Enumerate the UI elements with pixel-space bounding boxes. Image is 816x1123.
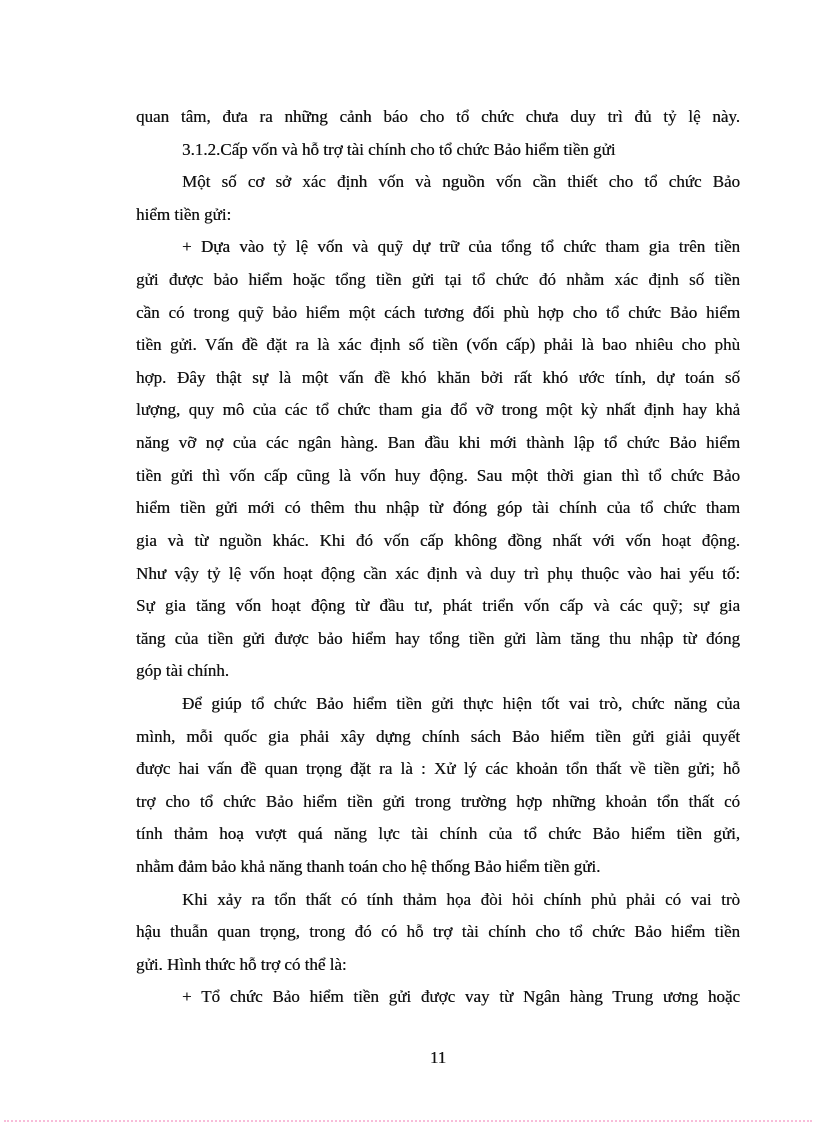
text-line: hậu thuẫn quan trọng, trong đó có hỗ trợ tài chính cho tổ chức Bảo hiểm tiền xyxy=(136,922,740,942)
text-line: Để giúp tổ chức Bảo hiểm tiền gửi thực hiện tốt vai trò, chức năng của xyxy=(182,693,740,713)
text-line: mình, mỗi quốc gia phải xây dựng chính sách Bảo hiểm tiền gửi giải quyết xyxy=(136,726,740,746)
text-line: 3.1.2.Cấp vốn và hỗ trợ tài chính cho tổ chức Bảo hiểm tiền gửi xyxy=(182,139,616,159)
text-line: Khi xảy ra tổn thất có tính thảm họa đòi hỏi chính phủ phải có vai trò xyxy=(182,889,740,909)
text-line: Như vậy tỷ lệ vốn hoạt động cần xác định và duy trì phụ thuộc vào hai yếu tố: xyxy=(136,563,740,583)
text-line: được hai vấn đề quan trọng đặt ra là : Xử lý các khoản tổn thất về tiền gửi; hỗ xyxy=(136,759,740,779)
page-number: 11 xyxy=(429,1048,447,1067)
text-line: cần có trong quỹ bảo hiểm một cách tương đối phù hợp cho tổ chức Bảo hiểm xyxy=(136,302,740,322)
text-line: tính thảm hoạ vượt quá năng lực tài chính của tổ chức Bảo hiểm tiền gửi, xyxy=(136,824,740,844)
text-line: gia và từ nguồn khác. Khi đó vốn cấp không đồng nhất với vốn hoạt động. xyxy=(136,530,740,550)
text-line: Một số cơ sở xác định vốn và nguồn vốn cần thiết cho tổ chức Bảo xyxy=(182,172,740,192)
text-line: gửi. Hình thức hỗ trợ có thể là: xyxy=(136,954,347,974)
text-block xyxy=(136,101,740,1014)
text-line: tiền gửi. Vấn đề đặt ra là xác định số tiền (vốn cấp) phải là bao nhiêu cho phù xyxy=(136,335,740,355)
text-line: tăng của tiền gửi được bảo hiểm hay tổng tiền gửi làm tăng thu nhập từ đóng xyxy=(136,628,740,648)
text-line: tiền gửi thì vốn cấp cũng là vốn huy động. Sau một thời gian thì tổ chức Bảo xyxy=(136,465,740,485)
text-line: hợp. Đây thật sự là một vấn đề khó khăn bởi rất khó ước tính, dự toán số xyxy=(136,367,740,387)
text-line: hiểm tiền gửi mới có thêm thu nhập từ đóng góp tài chính của tổ chức tham xyxy=(136,498,740,518)
text-line: + Tổ chức Bảo hiểm tiền gửi được vay từ Ngân hàng Trung ương hoặc xyxy=(182,987,740,1007)
text-line: quan tâm, đưa ra những cảnh báo cho tổ chức chưa duy trì đủ tỷ lệ này. xyxy=(136,107,740,126)
text-line: góp tài chính. xyxy=(136,661,230,681)
text-line: lượng, quy mô của các tổ chức tham gia đổ vỡ trong một kỳ nhất định hay khả xyxy=(136,400,740,420)
text-line: nhằm đảm bảo khả năng thanh toán cho hệ thống Bảo hiểm tiền gửi. xyxy=(136,857,601,877)
text-line: trợ cho tổ chức Bảo hiểm tiền gửi trong trường hợp những khoản tổn thất có xyxy=(136,791,740,811)
text-line: Sự gia tăng vốn hoạt động từ đầu tư, phát triển vốn cấp và các quỹ; sự gia xyxy=(136,596,740,616)
text-line: hiểm tiền gửi: xyxy=(136,204,232,224)
page-break-dotted-line xyxy=(4,1120,812,1122)
text-line: năng vỡ nợ của các ngân hàng. Ban đầu khi mới thành lập tổ chức Bảo hiểm xyxy=(136,433,740,453)
text-line: gửi được bảo hiểm hoặc tổng tiền gửi tại tổ chức đó nhằm xác định số tiền xyxy=(136,270,740,290)
text-line: + Dựa vào tỷ lệ vốn và quỹ dự trữ của tổng tổ chức tham gia trên tiền xyxy=(182,237,740,257)
